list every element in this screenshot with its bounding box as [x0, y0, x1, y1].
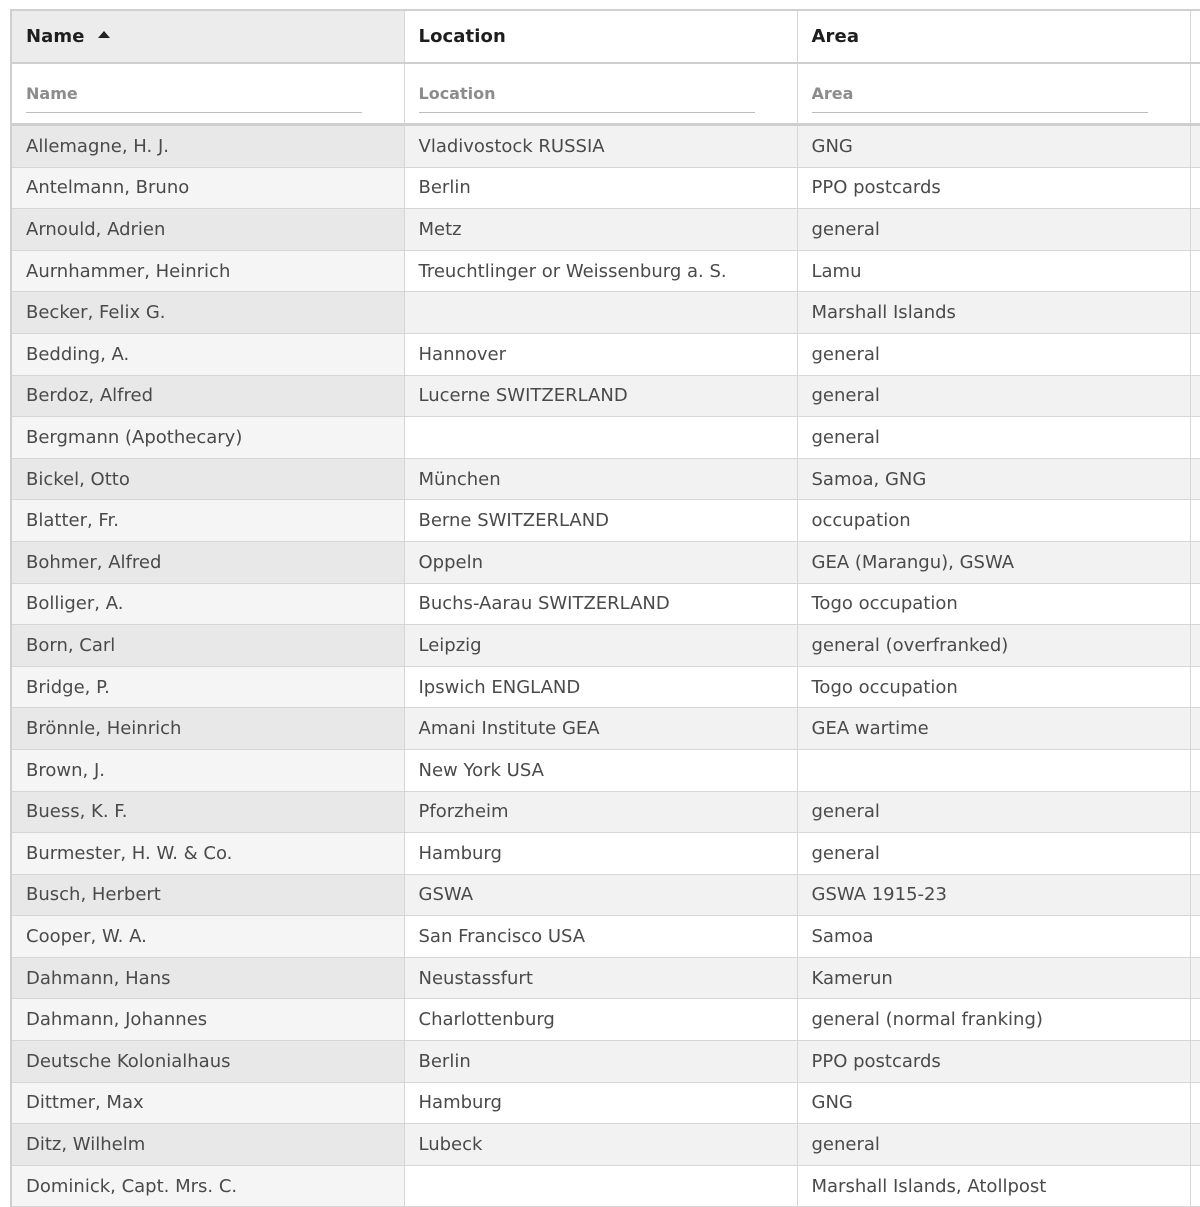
- cell-location: Oppeln: [404, 541, 797, 583]
- table-row[interactable]: [11, 583, 1200, 625]
- cell-name: Buess, K. F.: [11, 791, 404, 833]
- cell-area: general: [797, 833, 1190, 875]
- cell-location: [404, 417, 797, 459]
- cell-area: GSWA 1915-23: [797, 874, 1190, 916]
- cell-location: Metz: [404, 209, 797, 251]
- table-row[interactable]: [11, 1124, 1200, 1166]
- cell-location: Leipzig: [404, 625, 797, 667]
- cell-name: Bolliger, A.: [11, 583, 404, 625]
- cell-name: Dahmann, Hans: [11, 957, 404, 999]
- cell-extra: [1190, 209, 1200, 251]
- table-row[interactable]: [11, 708, 1200, 750]
- cell-location: Pforzheim: [404, 791, 797, 833]
- cell-area: general: [797, 375, 1190, 417]
- location-filter-input[interactable]: [419, 83, 755, 113]
- cell-name: Becker, Felix G.: [11, 292, 404, 334]
- cell-area: Kamerun: [797, 957, 1190, 999]
- cell-location: Berlin: [404, 167, 797, 209]
- cell-name: Deutsche Kolonialhaus: [11, 1041, 404, 1083]
- table-row[interactable]: [11, 500, 1200, 542]
- cell-name: Burmester, H. W. & Co.: [11, 833, 404, 875]
- cell-location: Hamburg: [404, 1082, 797, 1124]
- table-row[interactable]: [11, 1041, 1200, 1083]
- cell-extra: [1190, 500, 1200, 542]
- cell-location: München: [404, 458, 797, 500]
- cell-area: Marshall Islands: [797, 292, 1190, 334]
- cell-name: Cooper, W. A.: [11, 916, 404, 958]
- cell-location: Hamburg: [404, 833, 797, 875]
- cell-name: Blatter, Fr.: [11, 500, 404, 542]
- cell-name: Bohmer, Alfred: [11, 541, 404, 583]
- cell-area: general: [797, 791, 1190, 833]
- table-row[interactable]: [11, 250, 1200, 292]
- cell-extra: [1190, 125, 1200, 168]
- cell-extra: [1190, 1165, 1200, 1207]
- cell-extra: [1190, 625, 1200, 667]
- column-header-area[interactable]: [797, 10, 1190, 63]
- cell-area: PPO postcards: [797, 1041, 1190, 1083]
- cell-extra: [1190, 833, 1200, 875]
- table-row[interactable]: [11, 749, 1200, 791]
- filter-cell-name: [11, 63, 404, 125]
- cell-extra: [1190, 1082, 1200, 1124]
- cell-extra: [1190, 916, 1200, 958]
- cell-area: GNG: [797, 125, 1190, 168]
- cell-extra: [1190, 375, 1200, 417]
- table-row[interactable]: [11, 458, 1200, 500]
- cell-location: Neustassfurt: [404, 957, 797, 999]
- cell-name: Antelmann, Bruno: [11, 167, 404, 209]
- cell-extra: [1190, 666, 1200, 708]
- cell-extra: [1190, 250, 1200, 292]
- cell-extra: [1190, 791, 1200, 833]
- cell-extra: [1190, 458, 1200, 500]
- table-row[interactable]: [11, 957, 1200, 999]
- table-row[interactable]: [11, 874, 1200, 916]
- cell-area: occupation: [797, 500, 1190, 542]
- table-row[interactable]: [11, 292, 1200, 334]
- cell-area: Samoa, GNG: [797, 458, 1190, 500]
- cell-location: [404, 292, 797, 334]
- cell-area: general: [797, 417, 1190, 459]
- cell-name: Bedding, A.: [11, 333, 404, 375]
- cell-area: Togo occupation: [797, 583, 1190, 625]
- cell-extra: [1190, 1124, 1200, 1166]
- column-header-location[interactable]: [404, 10, 797, 63]
- cell-location: Lubeck: [404, 1124, 797, 1166]
- cell-area: general: [797, 1124, 1190, 1166]
- sort-ascending-icon[interactable]: [98, 31, 110, 38]
- table-row[interactable]: [11, 999, 1200, 1041]
- table-row[interactable]: [11, 916, 1200, 958]
- cell-location: Hannover: [404, 333, 797, 375]
- cell-extra: [1190, 708, 1200, 750]
- area-filter-input[interactable]: [812, 83, 1148, 113]
- table-row[interactable]: [11, 541, 1200, 583]
- cell-name: Bergmann (Apothecary): [11, 417, 404, 459]
- column-header-name[interactable]: [11, 10, 404, 63]
- table-row[interactable]: [11, 1082, 1200, 1124]
- column-header-label: Area: [811, 26, 860, 47]
- cell-extra: [1190, 333, 1200, 375]
- data-grid: [10, 9, 1200, 1207]
- cell-area: general (normal franking): [797, 999, 1190, 1041]
- cell-name: Allemagne, H. J.: [11, 125, 404, 168]
- table-row[interactable]: [11, 791, 1200, 833]
- cell-area: [797, 749, 1190, 791]
- data-table: [10, 9, 1200, 1207]
- cell-location: Treuchtlinger or Weissenburg a. S.: [404, 250, 797, 292]
- table-row[interactable]: [11, 1165, 1200, 1207]
- cell-name: Bickel, Otto: [11, 458, 404, 500]
- cell-location: San Francisco USA: [404, 916, 797, 958]
- cell-location: Ipswich ENGLAND: [404, 666, 797, 708]
- cell-extra: [1190, 583, 1200, 625]
- table-row[interactable]: [11, 417, 1200, 459]
- cell-area: Samoa: [797, 916, 1190, 958]
- cell-area: GEA (Marangu), GSWA: [797, 541, 1190, 583]
- table-row[interactable]: [11, 333, 1200, 375]
- column-header-label: Name: [26, 26, 85, 47]
- cell-name: Dominick, Capt. Mrs. C.: [11, 1165, 404, 1207]
- cell-area: general: [797, 209, 1190, 251]
- cell-name: Born, Carl: [11, 625, 404, 667]
- cell-name: Brönnle, Heinrich: [11, 708, 404, 750]
- cell-location: Vladivostock RUSSIA: [404, 125, 797, 168]
- table-body: [11, 125, 1200, 1207]
- cell-name: Ditz, Wilhelm: [11, 1124, 404, 1166]
- cell-name: Berdoz, Alfred: [11, 375, 404, 417]
- cell-extra: [1190, 999, 1200, 1041]
- cell-extra: [1190, 957, 1200, 999]
- cell-name: Dahmann, Johannes: [11, 999, 404, 1041]
- cell-name: Busch, Herbert: [11, 874, 404, 916]
- cell-area: Marshall Islands, Atollpost: [797, 1165, 1190, 1207]
- table-row[interactable]: [11, 375, 1200, 417]
- cell-location: Berne SWITZERLAND: [404, 500, 797, 542]
- column-header-extra[interactable]: [1190, 10, 1200, 63]
- table-row[interactable]: [11, 125, 1200, 168]
- cell-extra: [1190, 1041, 1200, 1083]
- header-row: [11, 10, 1200, 63]
- table-row[interactable]: [11, 625, 1200, 667]
- cell-extra: [1190, 749, 1200, 791]
- cell-location: New York USA: [404, 749, 797, 791]
- cell-location: GSWA: [404, 874, 797, 916]
- table-row[interactable]: [11, 833, 1200, 875]
- cell-name: Brown, J.: [11, 749, 404, 791]
- cell-location: Charlottenburg: [404, 999, 797, 1041]
- filter-cell-location: [404, 63, 797, 125]
- cell-area: general: [797, 333, 1190, 375]
- cell-area: Togo occupation: [797, 666, 1190, 708]
- cell-location: [404, 1165, 797, 1207]
- filter-row: [11, 63, 1200, 125]
- table-row[interactable]: [11, 167, 1200, 209]
- cell-area: GEA wartime: [797, 708, 1190, 750]
- table-row[interactable]: [11, 666, 1200, 708]
- cell-extra: [1190, 541, 1200, 583]
- filter-cell-extra: [1190, 63, 1200, 125]
- cell-name: Bridge, P.: [11, 666, 404, 708]
- filter-cell-area: [797, 63, 1190, 125]
- cell-location: Amani Institute GEA: [404, 708, 797, 750]
- cell-area: general (overfranked): [797, 625, 1190, 667]
- cell-area: GNG: [797, 1082, 1190, 1124]
- cell-extra: [1190, 874, 1200, 916]
- column-header-label: Location: [418, 26, 506, 47]
- cell-area: PPO postcards: [797, 167, 1190, 209]
- cell-extra: [1190, 292, 1200, 334]
- cell-name: Arnould, Adrien: [11, 209, 404, 251]
- cell-name: Dittmer, Max: [11, 1082, 404, 1124]
- cell-location: Berlin: [404, 1041, 797, 1083]
- cell-area: Lamu: [797, 250, 1190, 292]
- table-row[interactable]: [11, 209, 1200, 251]
- cell-extra: [1190, 417, 1200, 459]
- cell-location: Buchs-Aarau SWITZERLAND: [404, 583, 797, 625]
- cell-extra: [1190, 167, 1200, 209]
- cell-location: Lucerne SWITZERLAND: [404, 375, 797, 417]
- name-filter-input[interactable]: [26, 83, 362, 113]
- cell-name: Aurnhammer, Heinrich: [11, 250, 404, 292]
